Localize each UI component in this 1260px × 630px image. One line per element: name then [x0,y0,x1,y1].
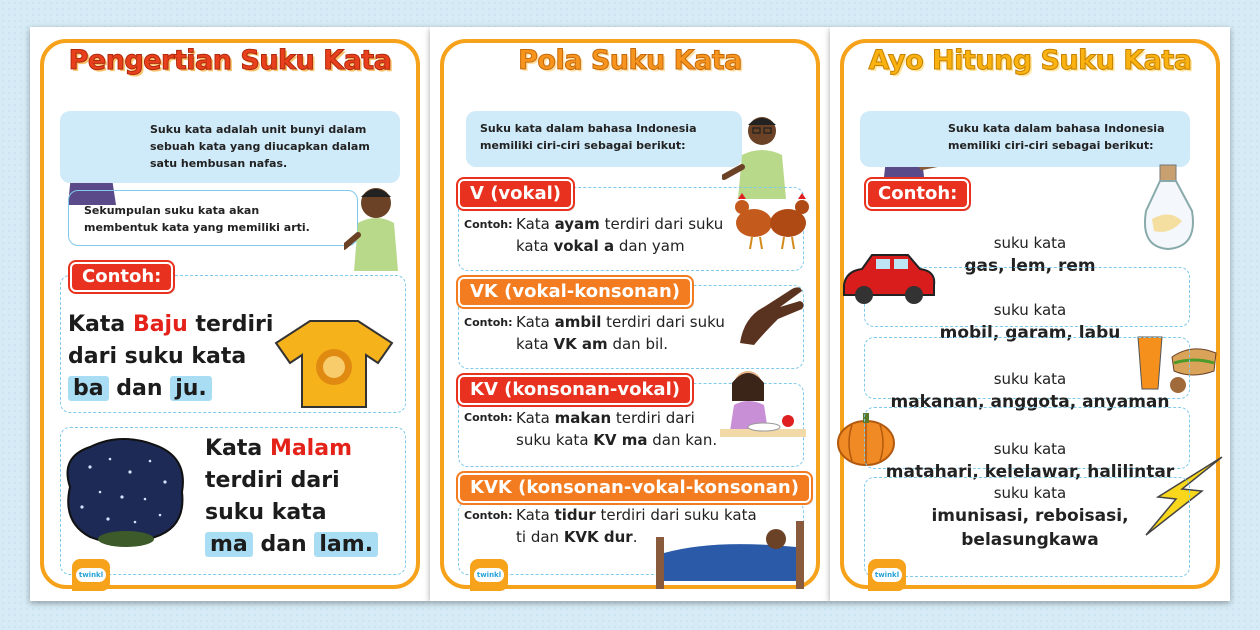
bed-icon [654,517,806,589]
example-item-text: suku kata gas, lem, rem [964,234,1096,276]
car-icon [840,249,938,309]
contoh-label: Contoh: [464,218,513,231]
girl-eating-icon [718,361,808,451]
night-sky-icon [60,437,190,547]
hand-icon [734,277,808,347]
pattern-example: Kata ambil terdiri dari suku kata VK am dan bil. [516,313,725,353]
example-item-text: suku kata imunisasi, reboisasi, belasungkawa [931,484,1129,550]
tshirt-icon [274,317,394,409]
poster-pola [430,27,830,601]
pattern-example: Kata makan terdiri dari suku kata KV ma dan kan. [516,409,718,449]
teacher-illustration [722,107,802,199]
twinkl-logo: twinkl [72,559,110,591]
example-item-text: suku kata mobil, garam, labu [939,301,1121,343]
poster-ayo-hitung [830,27,1230,601]
note-text: Sekumpulan suku kata akan membentuk kata yang memiliki arti. [84,204,310,234]
chicken-icon [732,189,812,251]
contoh-label: Contoh: [70,262,173,292]
definition-text: Suku kata adalah unit bunyi dalam sebuah kata yang diucapkan dalam satu hembusan nafas. [150,123,370,170]
intro-text: Suku kata dalam bahasa Indonesia memiliki ciri-ciri sebagai berikut: [948,122,1165,152]
pattern-example: Kata ayam terdiri dari suku kata vokal a dan yam [516,215,724,255]
intro-text: Suku kata dalam bahasa Indonesia memiliki ciri-ciri sebagai berikut: [480,122,697,152]
contoh-label: Contoh: [464,316,513,329]
pattern-label: KV (konsonan-vokal) [458,375,692,405]
example-item-text: suku kata makanan, anggota, anyaman [890,370,1170,412]
example-item-text: suku kata matahari, kelelawar, halilintar [885,440,1175,482]
intro-box [466,111,742,167]
pattern-label: VK (vokal-konsonan) [458,277,692,307]
pattern-label: KVK (konsonan-vokal-konsonan) [458,473,811,503]
twinkl-logo: twinkl [868,559,906,591]
pattern-label: V (vokal) [458,179,573,209]
poster-title: Ayo Hitung Suku Kata [868,45,1192,76]
contoh-label: Contoh: [866,179,969,209]
poster-title: Pengertian Suku Kata [68,45,392,76]
contoh-label: Contoh: [464,509,513,522]
example1-text: Kata Baju terdiri dari suku kata ba dan ju. [68,312,274,401]
poster-pengertian [30,27,430,601]
intro-box [860,111,1190,167]
twinkl-logo: twinkl [470,559,508,591]
contoh-label: Contoh: [464,411,513,424]
pattern-example: Kata tidur terdiri dari suku kata ti dan KVK dur. [516,506,757,546]
boy-illustration [344,173,408,271]
poster-title: Pola Suku Kata [518,45,742,76]
example2-text: Kata Malam terdiri dari suku kata ma dan lam. [205,433,405,561]
